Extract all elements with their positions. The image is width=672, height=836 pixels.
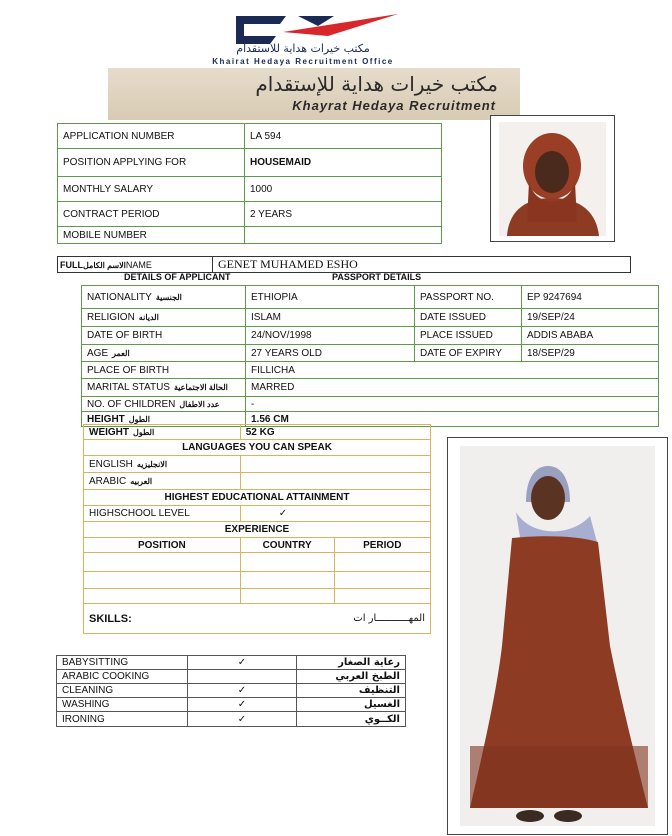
full-name-row — [57, 256, 631, 273]
skill-washing-check-icon: ✓ — [188, 698, 297, 712]
religion-arabic-label: الديانه — [138, 313, 159, 322]
experience-col-position: POSITION — [84, 538, 241, 553]
office-logo — [158, 6, 448, 68]
full-body-photo — [460, 446, 655, 826]
position-value: HOUSEMAID — [250, 157, 312, 168]
skill-ironing-check-icon: ✓ — [188, 712, 297, 727]
skill-washing-arabic: الغسيل — [363, 699, 400, 710]
application-number-label: APPLICATION NUMBER — [58, 124, 245, 149]
arabic-value — [240, 473, 430, 490]
height-arabic-label: الطول — [128, 414, 150, 424]
date-issued-label: DATE ISSUED — [415, 309, 522, 327]
expiry-value: 18/SEP/29 — [522, 345, 659, 362]
skill-row — [57, 712, 406, 727]
skill-washing-label: WASHING — [57, 698, 188, 712]
age-value: 27 YEARS OLD — [246, 345, 415, 362]
details-of-applicant-heading: DETAILS OF APPLICANT — [124, 272, 231, 282]
skill-arabic-cooking-label: ARABIC COOKING — [57, 670, 188, 684]
weight-label: WEIGHT — [89, 426, 129, 438]
pob-label: PLACE OF BIRTH — [82, 362, 246, 379]
children-label: NO. OF CHILDREN — [87, 398, 176, 410]
logo-arabic-text: مكتب خيرات هداية للاستقدام — [236, 42, 370, 55]
passport-no-label: PASSPORT NO. — [415, 286, 522, 309]
skill-arabic-cooking-arabic: الطبخ العربي — [335, 671, 400, 682]
mobile-value — [245, 227, 442, 244]
skill-ironing-label: IRONING — [57, 712, 188, 727]
place-issued-value: ADDIS ABABA — [522, 327, 659, 345]
children-value: - — [246, 397, 659, 412]
marital-value: MARRED — [246, 379, 659, 397]
full-name-value: GENET MUHAMED ESHO — [218, 257, 358, 271]
skills-table — [56, 655, 406, 727]
mobile-label: MOBILE NUMBER — [58, 227, 245, 244]
age-arabic-label: العمر — [112, 348, 130, 358]
nationality-arabic-label: الجنسية — [155, 292, 182, 302]
skill-row — [57, 656, 406, 670]
job-info-table — [57, 123, 442, 244]
arabic-arabic-label: العربيه — [130, 476, 153, 486]
person-full-body-icon — [460, 446, 655, 826]
skill-babysitting-check-icon: ✓ — [188, 656, 297, 670]
date-issued-value: 19/SEP/24 — [522, 309, 659, 327]
passport-no-value: EP 9247694 — [522, 286, 659, 309]
nationality-value: ETHIOPIA — [246, 286, 415, 309]
religion-label: RELIGION — [87, 312, 135, 323]
nationality-label: NATIONALITY — [87, 291, 152, 303]
skill-babysitting-label: BABYSITTING — [57, 656, 188, 670]
skill-cleaning-check-icon: ✓ — [188, 684, 297, 698]
expiry-label: DATE OF EXPIRY — [415, 345, 522, 362]
salary-label: MONTHLY SALARY — [58, 177, 245, 202]
skill-babysitting-arabic: رعاية الصغار — [338, 657, 400, 668]
height-label: HEIGHT — [87, 413, 125, 425]
skill-row — [57, 684, 406, 698]
contract-value: 2 YEARS — [245, 202, 442, 227]
english-label: ENGLISH — [89, 458, 133, 470]
skills-arabic-heading: المهـــــــــــار ات — [353, 613, 425, 624]
dob-value: 24/NOV/1998 — [246, 327, 415, 345]
languages-heading: LANGUAGES YOU CAN SPEAK — [182, 442, 332, 453]
full-name-arabic-label: الاسم الكامل — [83, 260, 126, 270]
arabic-label: ARABIC — [89, 475, 127, 487]
experience-row — [84, 572, 241, 589]
position-label: POSITION APPLYING FOR — [58, 149, 245, 177]
logo-english-text: Khairat Hedaya Recruitment Office — [212, 57, 394, 66]
english-arabic-label: الانجليزيه — [136, 459, 168, 469]
marital-label: MARITAL STATUS — [87, 382, 170, 393]
skill-arabic-cooking-check-icon — [188, 670, 297, 684]
banner-arabic-text: مكتب خيرات هداية للإستقدام — [255, 72, 498, 96]
experience-row — [84, 589, 241, 604]
children-arabic-label: عدد الاطفال — [179, 399, 220, 409]
english-value — [240, 456, 430, 473]
experience-col-period: PERIOD — [363, 539, 402, 551]
height-value: 1.56 CM — [246, 412, 659, 427]
weight-value: 52 KG — [245, 426, 275, 438]
age-label: AGE — [87, 347, 109, 359]
application-number-value: LA 594 — [245, 124, 442, 149]
lower-form-table — [83, 424, 431, 634]
marital-arabic-label: الحالة الاجتماعية — [173, 383, 228, 392]
weight-arabic-label: الطول — [133, 427, 155, 437]
passport-details-heading: PASSPORT DETAILS — [332, 272, 422, 282]
contract-label: CONTRACT PERIOD — [58, 202, 245, 227]
skill-cleaning-arabic: التنظيف — [358, 685, 400, 696]
skill-row — [57, 698, 406, 712]
office-banner — [108, 68, 520, 120]
education-check-icon: ✓ — [278, 508, 288, 519]
pob-value: FILLICHA — [246, 362, 659, 379]
education-heading: HIGHEST EDUCATIONAL ATTAINMENT — [164, 492, 350, 503]
applicant-details-table — [81, 285, 659, 427]
experience-heading: EXPERIENCE — [224, 524, 290, 535]
experience-col-country: COUNTRY — [240, 538, 334, 553]
skill-row — [57, 670, 406, 684]
head-photo — [499, 122, 606, 236]
full-body-photo-frame — [447, 437, 668, 835]
skill-cleaning-label: CLEANING — [57, 684, 188, 698]
religion-value: ISLAM — [246, 309, 415, 327]
banner-english-text: Khayrat Hedaya Recruitment — [292, 98, 496, 113]
dob-label: DATE OF BIRTH — [82, 327, 246, 345]
name-label: NAME — [125, 259, 152, 270]
head-photo-frame — [490, 115, 615, 242]
person-headshot-icon — [499, 122, 606, 236]
full-label: FULL — [60, 259, 83, 270]
skills-heading: SKILLS: — [89, 612, 132, 625]
salary-value: 1000 — [245, 177, 442, 202]
place-issued-label: PLACE ISSUED — [415, 327, 522, 345]
skill-ironing-arabic: الكــوي — [364, 713, 400, 725]
experience-row — [84, 553, 241, 572]
education-level: HIGHSCHOOL LEVEL — [84, 506, 241, 522]
